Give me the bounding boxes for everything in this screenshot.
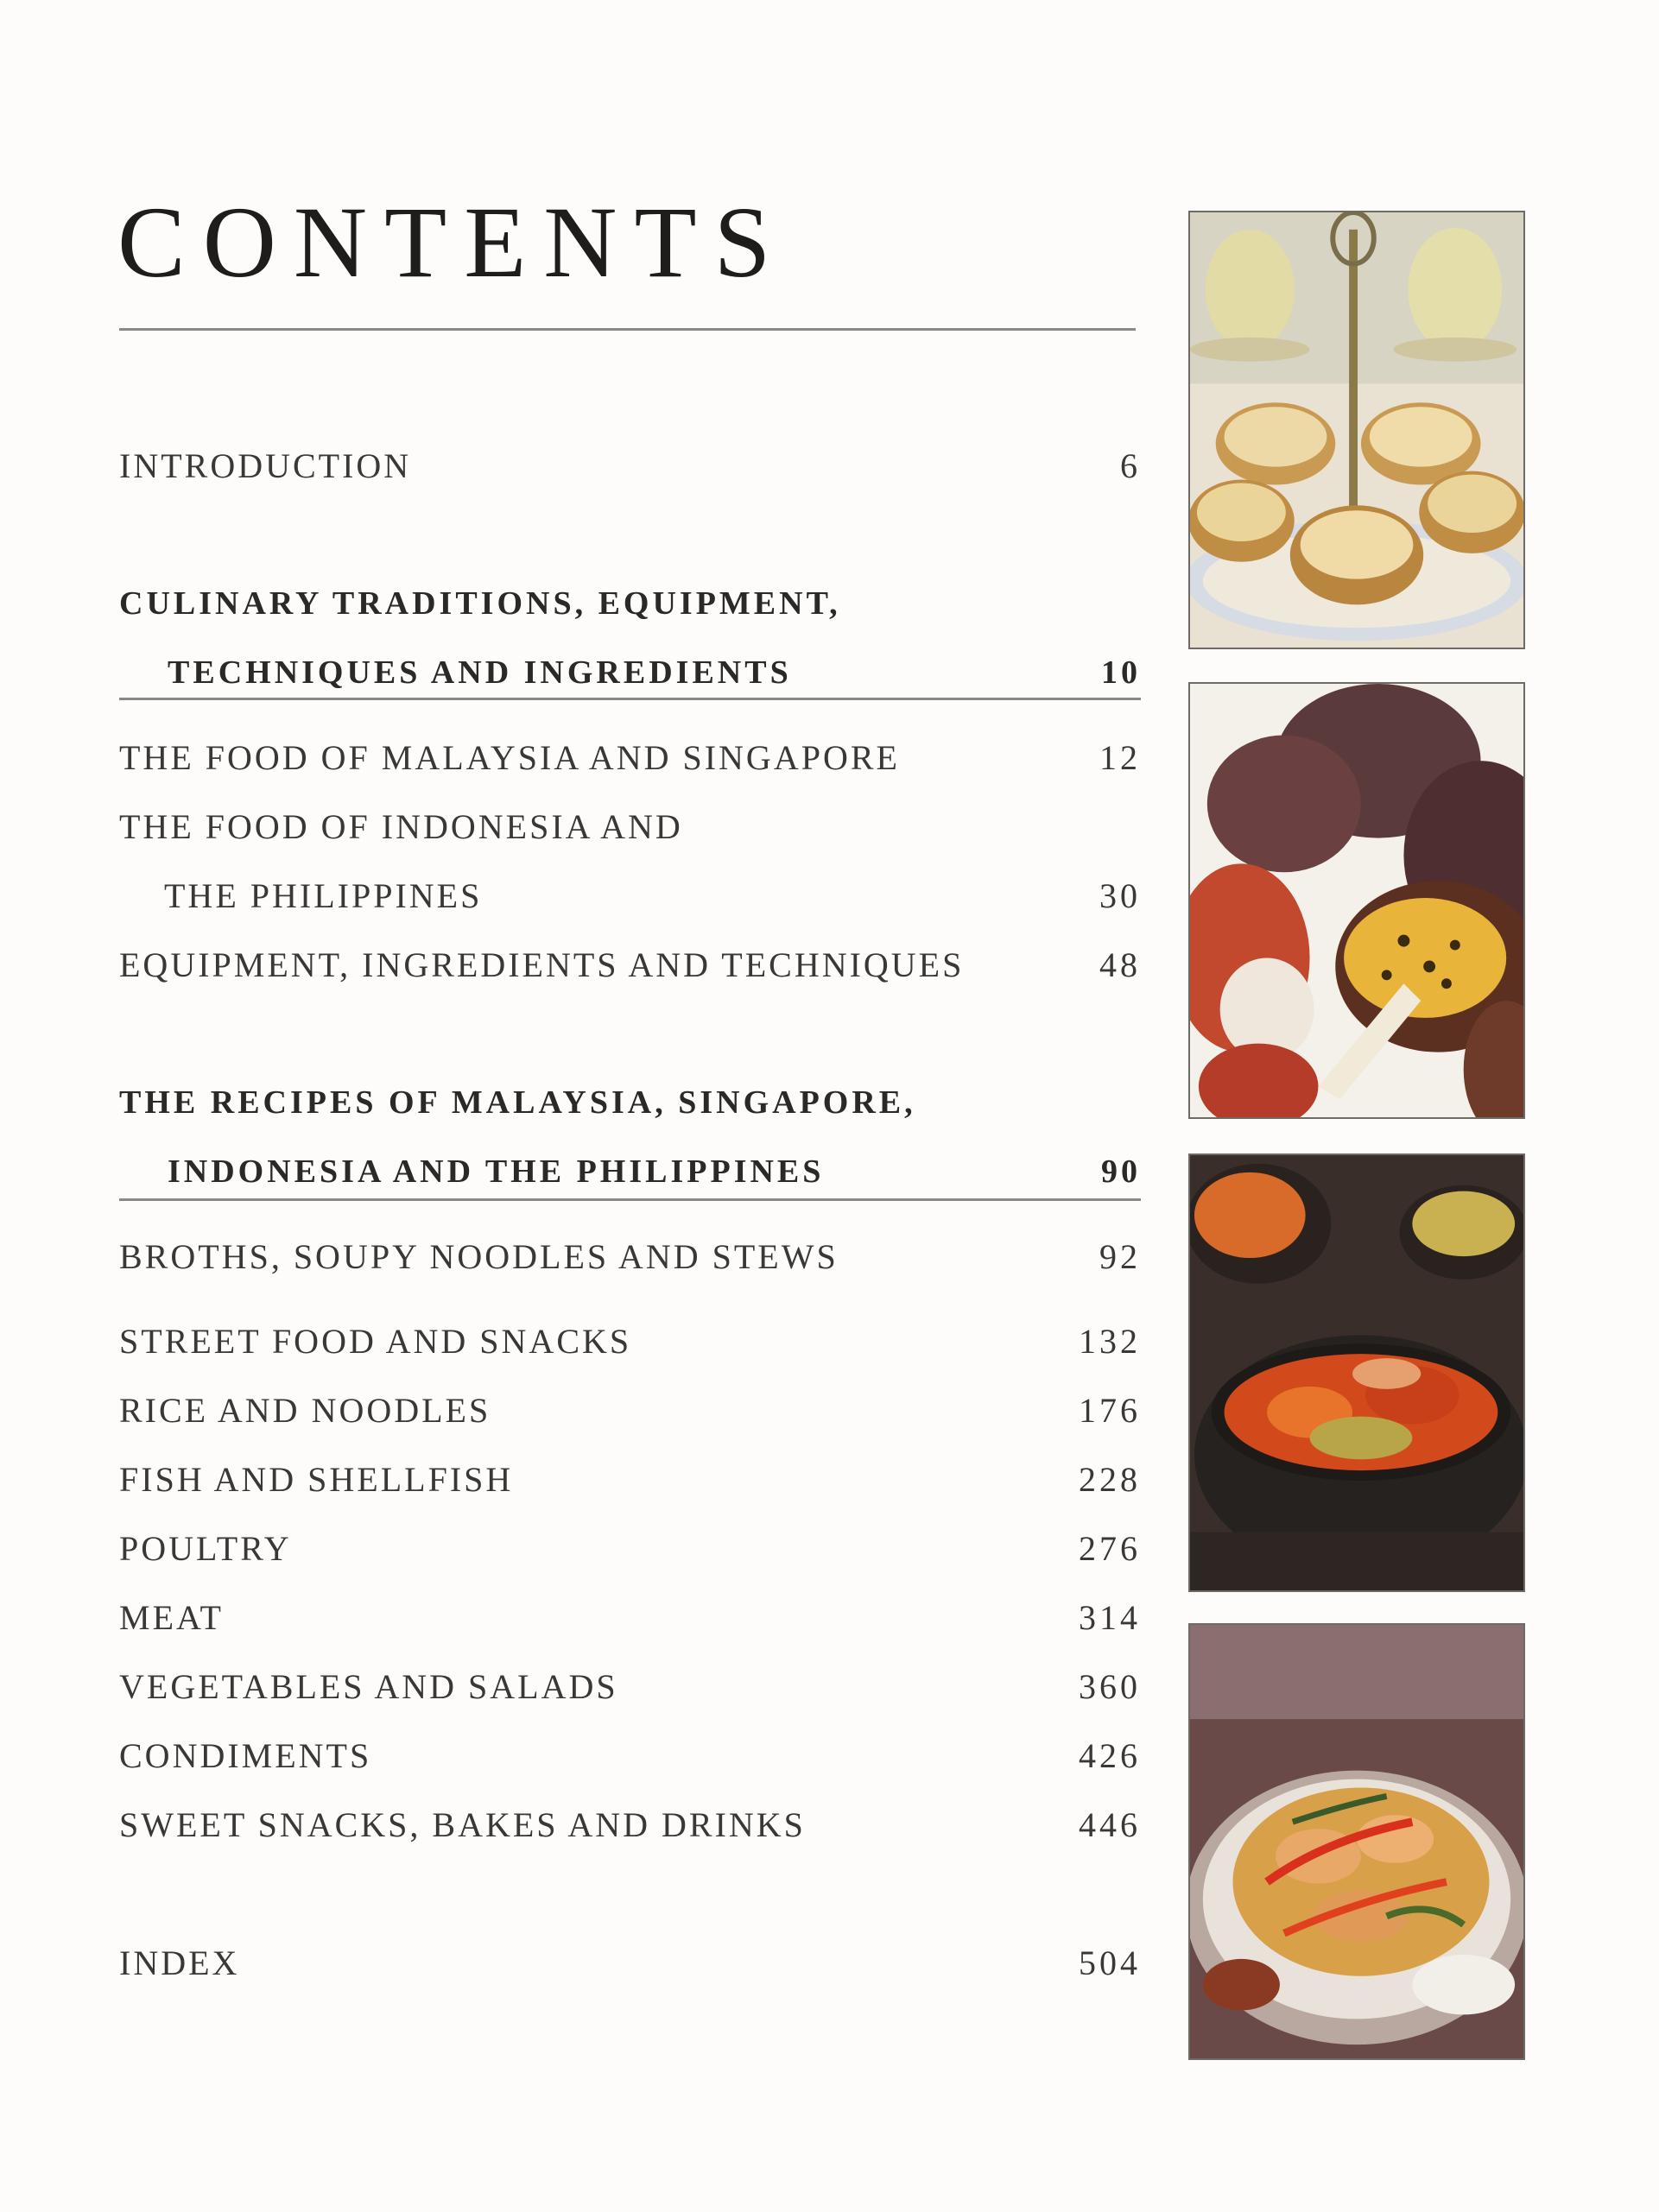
toc-entry-fish[interactable]	[119, 1460, 1141, 1499]
toc-entry-page: 30	[1099, 876, 1141, 915]
toc-entry-label: FISH AND SHELLFISH	[119, 1460, 514, 1499]
toc-entry-index[interactable]	[119, 1943, 1141, 1982]
photo-prawn-stir-fry	[1188, 1623, 1525, 2060]
toc-entry-label: THE FOOD OF MALAYSIA AND SINGAPORE	[119, 738, 900, 777]
toc-entry-page: 314	[1079, 1598, 1141, 1637]
section-divider	[119, 698, 1141, 700]
toc-entry-label: MEAT	[119, 1598, 224, 1637]
section-heading-line1: CULINARY TRADITIONS, EQUIPMENT,	[119, 585, 841, 622]
toc-entry-page: 446	[1079, 1805, 1141, 1844]
toc-entry-label: INDEX	[119, 1943, 240, 1982]
toc-entry-food-malaysia[interactable]	[119, 738, 1141, 777]
toc-entry-label: CONDIMENTS	[119, 1736, 372, 1775]
toc-entry-label: STREET FOOD AND SNACKS	[119, 1322, 632, 1361]
toc-entry-introduction[interactable]	[119, 446, 1141, 485]
toc-entry-page: 48	[1099, 945, 1141, 984]
page-title: CONTENTS	[117, 186, 788, 299]
toc-entry-poultry[interactable]	[119, 1529, 1141, 1568]
toc-entry-sweet[interactable]	[119, 1805, 1141, 1844]
toc-entry-label: SWEET SNACKS, BAKES AND DRINKS	[119, 1805, 806, 1844]
toc-entry-page: 92	[1099, 1237, 1141, 1276]
toc-entry-equipment[interactable]	[119, 945, 1141, 984]
toc-entry-food-indonesia[interactable]	[119, 876, 1141, 915]
toc-section-culinary-traditions[interactable]	[119, 585, 1141, 691]
toc-entry-vegetables[interactable]	[119, 1667, 1141, 1706]
toc-entry-label: POULTRY	[119, 1529, 292, 1568]
toc-entry-rice[interactable]	[119, 1391, 1141, 1430]
section-heading-line2: INDONESIA AND THE PHILIPPINES	[168, 1153, 825, 1190]
title-divider	[119, 328, 1136, 331]
toc-entry-page: 228	[1079, 1460, 1141, 1499]
toc-entry-broths[interactable]	[119, 1237, 1141, 1276]
toc-entry-page: 12	[1099, 738, 1141, 777]
toc-entry-label: EQUIPMENT, INGREDIENTS AND TECHNIQUES	[119, 945, 965, 984]
photo-tea-and-tartlets	[1188, 211, 1525, 649]
toc-entry-condiments[interactable]	[119, 1736, 1141, 1775]
toc-entry-page: 360	[1079, 1667, 1141, 1706]
toc-entry-meat[interactable]	[119, 1598, 1141, 1637]
section-heading-line1: THE RECIPES OF MALAYSIA, SINGAPORE,	[119, 1084, 916, 1121]
toc-entry-street-food[interactable]	[119, 1324, 1141, 1359]
toc-entry-label: VEGETABLES AND SALADS	[119, 1667, 618, 1706]
toc-entry-page: 132	[1079, 1322, 1141, 1361]
section-heading-page: 90	[1101, 1153, 1141, 1190]
toc-entry-page: 426	[1079, 1736, 1141, 1775]
toc-entry-food-indonesia-line1[interactable]	[119, 807, 1141, 846]
toc-entry-page: 504	[1079, 1943, 1141, 1982]
toc-entry-page: 276	[1079, 1529, 1141, 1568]
toc-entry-page: 176	[1079, 1391, 1141, 1430]
toc-entry-page: 6	[1120, 446, 1141, 485]
section-divider	[119, 1198, 1141, 1201]
toc-entry-label: RICE AND NOODLES	[119, 1391, 491, 1430]
section-heading-line2: TECHNIQUES AND INGREDIENTS	[168, 654, 792, 691]
toc-section-recipes[interactable]	[119, 1084, 1141, 1190]
toc-entry-label: INTRODUCTION	[119, 446, 412, 485]
photo-tropical-fruits	[1188, 682, 1525, 1119]
toc-entry-label: THE FOOD OF INDONESIA AND	[119, 807, 683, 846]
toc-entry-label: THE PHILIPPINES	[164, 876, 483, 915]
photo-curry-bowls	[1188, 1153, 1525, 1592]
section-heading-page: 10	[1101, 654, 1141, 691]
toc-entry-label: BROTHS, SOUPY NOODLES AND STEWS	[119, 1237, 839, 1276]
